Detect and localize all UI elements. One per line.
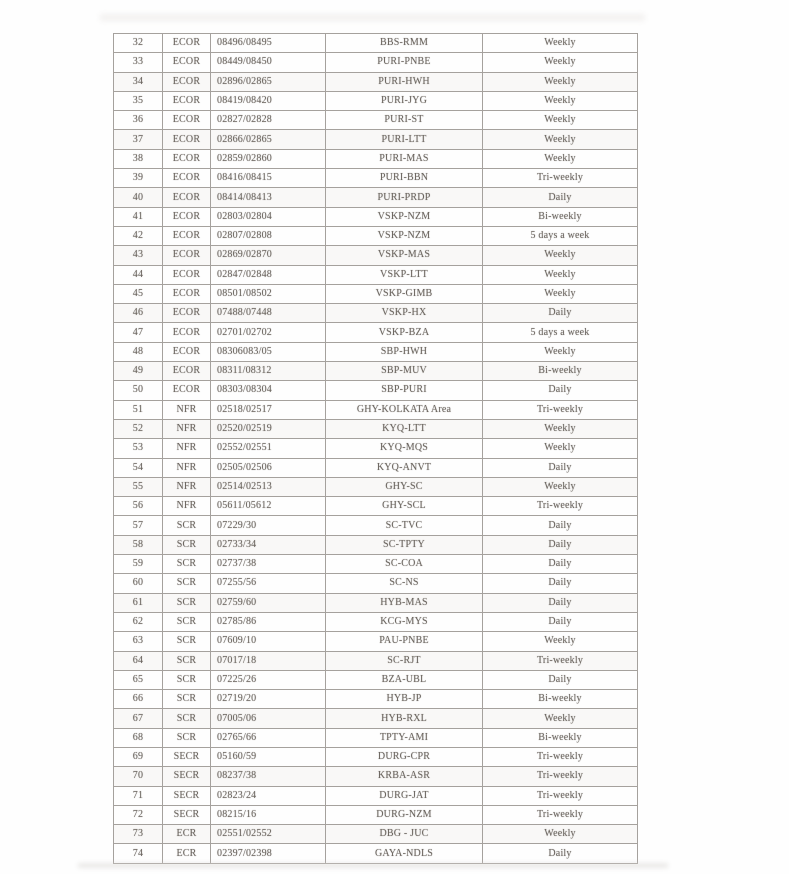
cell-zone: SCR — [163, 555, 211, 574]
cell-train-numbers: 02551/02552 — [211, 825, 326, 844]
table-row — [114, 111, 638, 130]
cell-zone: ECOR — [163, 188, 211, 207]
cell-frequency: Weekly — [483, 477, 638, 496]
table-row — [114, 651, 638, 670]
cell-zone: ECOR — [163, 149, 211, 168]
cell-route: KYQ-LTT — [326, 419, 483, 438]
cell-route: DURG-CPR — [326, 747, 483, 766]
cell-train-numbers: 02505/02506 — [211, 458, 326, 477]
table-row — [114, 670, 638, 689]
cell-frequency: Weekly — [483, 53, 638, 72]
cell-zone: NFR — [163, 497, 211, 516]
cell-route: TPTY-AMI — [326, 728, 483, 747]
cell-serial-no: 60 — [114, 574, 163, 593]
cell-frequency: Weekly — [483, 284, 638, 303]
cell-frequency: Weekly — [483, 632, 638, 651]
cell-route: SC-TPTY — [326, 535, 483, 554]
cell-zone: ECOR — [163, 53, 211, 72]
cell-serial-no: 74 — [114, 844, 163, 864]
cell-serial-no: 73 — [114, 825, 163, 844]
cell-route: VSKP-NZM — [326, 226, 483, 245]
cell-serial-no: 42 — [114, 226, 163, 245]
table-row — [114, 34, 638, 53]
cell-frequency: Daily — [483, 844, 638, 864]
cell-train-numbers: 02701/02702 — [211, 323, 326, 342]
cell-serial-no: 38 — [114, 149, 163, 168]
cell-train-numbers: 02520/02519 — [211, 419, 326, 438]
table-row — [114, 805, 638, 824]
cell-route: GHY-SCL — [326, 497, 483, 516]
cell-route: DURG-JAT — [326, 786, 483, 805]
cell-zone: ECOR — [163, 226, 211, 245]
table-row — [114, 53, 638, 72]
table-row — [114, 728, 638, 747]
cell-zone: SCR — [163, 535, 211, 554]
cell-train-numbers: 08414/08413 — [211, 188, 326, 207]
cell-train-numbers: 02719/20 — [211, 690, 326, 709]
cell-route: DURG-NZM — [326, 805, 483, 824]
cell-train-numbers: 02759/60 — [211, 593, 326, 612]
cell-frequency: Bi-weekly — [483, 207, 638, 226]
cell-route: GHY-KOLKATA Area — [326, 400, 483, 419]
cell-route: GHY-SC — [326, 477, 483, 496]
cell-route: SBP-HWH — [326, 342, 483, 361]
cell-serial-no: 68 — [114, 728, 163, 747]
table-row — [114, 265, 638, 284]
cell-train-numbers: 05611/05612 — [211, 497, 326, 516]
cell-zone: SCR — [163, 593, 211, 612]
cell-train-numbers: 07005/06 — [211, 709, 326, 728]
cell-train-numbers: 08306083/05 — [211, 342, 326, 361]
table-row — [114, 284, 638, 303]
cell-frequency: Weekly — [483, 709, 638, 728]
cell-serial-no: 48 — [114, 342, 163, 361]
cell-frequency: 5 days a week — [483, 323, 638, 342]
cell-train-numbers: 07609/10 — [211, 632, 326, 651]
cell-route: PAU-PNBE — [326, 632, 483, 651]
cell-frequency: Weekly — [483, 72, 638, 91]
cell-serial-no: 52 — [114, 419, 163, 438]
table-row — [114, 477, 638, 496]
cell-train-numbers: 02397/02398 — [211, 844, 326, 864]
cell-route: HYB-JP — [326, 690, 483, 709]
cell-zone: NFR — [163, 477, 211, 496]
cell-train-numbers: 07017/18 — [211, 651, 326, 670]
cell-frequency: Bi-weekly — [483, 690, 638, 709]
cell-route: VSKP-NZM — [326, 207, 483, 226]
table-row — [114, 844, 638, 864]
cell-serial-no: 70 — [114, 767, 163, 786]
table-row — [114, 169, 638, 188]
table-row — [114, 690, 638, 709]
cell-zone: ECOR — [163, 323, 211, 342]
cell-serial-no: 43 — [114, 246, 163, 265]
cell-frequency: Daily — [483, 593, 638, 612]
cell-train-numbers: 02827/02828 — [211, 111, 326, 130]
cell-route: PURI-ST — [326, 111, 483, 130]
cell-zone: SCR — [163, 516, 211, 535]
cell-zone: ECOR — [163, 111, 211, 130]
scan-artifact-top — [100, 14, 645, 21]
cell-serial-no: 59 — [114, 555, 163, 574]
cell-train-numbers: 02866/02865 — [211, 130, 326, 149]
cell-serial-no: 72 — [114, 805, 163, 824]
cell-serial-no: 33 — [114, 53, 163, 72]
table-row — [114, 555, 638, 574]
cell-zone: SECR — [163, 747, 211, 766]
cell-train-numbers: 02803/02804 — [211, 207, 326, 226]
table-row — [114, 130, 638, 149]
cell-route: SC-NS — [326, 574, 483, 593]
table-row — [114, 149, 638, 168]
cell-serial-no: 37 — [114, 130, 163, 149]
cell-frequency: Tri-weekly — [483, 805, 638, 824]
cell-frequency: Daily — [483, 188, 638, 207]
cell-train-numbers: 02552/02551 — [211, 439, 326, 458]
cell-zone: ECOR — [163, 265, 211, 284]
cell-zone: ECOR — [163, 130, 211, 149]
cell-train-numbers: 07225/26 — [211, 670, 326, 689]
table-row — [114, 747, 638, 766]
cell-zone: SECR — [163, 767, 211, 786]
cell-serial-no: 53 — [114, 439, 163, 458]
cell-route: VSKP-MAS — [326, 246, 483, 265]
cell-route: PURI-MAS — [326, 149, 483, 168]
cell-route: SBP-MUV — [326, 362, 483, 381]
cell-frequency: Daily — [483, 535, 638, 554]
table-row — [114, 304, 638, 323]
cell-zone: ECOR — [163, 246, 211, 265]
table-row — [114, 825, 638, 844]
table-row — [114, 709, 638, 728]
cell-route: VSKP-LTT — [326, 265, 483, 284]
table-row — [114, 188, 638, 207]
cell-route: PURI-LTT — [326, 130, 483, 149]
cell-zone: SCR — [163, 612, 211, 631]
cell-train-numbers: 02896/02865 — [211, 72, 326, 91]
cell-zone: ECOR — [163, 381, 211, 400]
cell-train-numbers: 08311/08312 — [211, 362, 326, 381]
cell-frequency: Weekly — [483, 91, 638, 110]
cell-train-numbers: 02785/86 — [211, 612, 326, 631]
cell-route: SC-RJT — [326, 651, 483, 670]
cell-train-numbers: 02847/02848 — [211, 265, 326, 284]
cell-frequency: Weekly — [483, 265, 638, 284]
cell-route: BZA-UBL — [326, 670, 483, 689]
cell-route: VSKP-BZA — [326, 323, 483, 342]
cell-serial-no: 67 — [114, 709, 163, 728]
cell-serial-no: 45 — [114, 284, 163, 303]
cell-serial-no: 71 — [114, 786, 163, 805]
cell-zone: ECOR — [163, 362, 211, 381]
table-row — [114, 207, 638, 226]
cell-zone: ECOR — [163, 91, 211, 110]
table-row — [114, 632, 638, 651]
cell-frequency: Weekly — [483, 825, 638, 844]
cell-frequency: Weekly — [483, 34, 638, 53]
table-row — [114, 497, 638, 516]
table-row — [114, 612, 638, 631]
table-row — [114, 593, 638, 612]
cell-serial-no: 63 — [114, 632, 163, 651]
cell-serial-no: 55 — [114, 477, 163, 496]
cell-frequency: Daily — [483, 516, 638, 535]
cell-serial-no: 51 — [114, 400, 163, 419]
table-row — [114, 419, 638, 438]
table-row — [114, 786, 638, 805]
cell-route: KCG-MYS — [326, 612, 483, 631]
cell-route: KRBA-ASR — [326, 767, 483, 786]
cell-train-numbers: 02869/02870 — [211, 246, 326, 265]
cell-route: KYQ-ANVT — [326, 458, 483, 477]
cell-frequency: Daily — [483, 458, 638, 477]
cell-frequency: Daily — [483, 612, 638, 631]
cell-zone: NFR — [163, 439, 211, 458]
cell-frequency: Weekly — [483, 342, 638, 361]
cell-train-numbers: 08303/08304 — [211, 381, 326, 400]
cell-serial-no: 40 — [114, 188, 163, 207]
table-row — [114, 400, 638, 419]
cell-train-numbers: 02518/02517 — [211, 400, 326, 419]
cell-zone: NFR — [163, 400, 211, 419]
cell-serial-no: 50 — [114, 381, 163, 400]
cell-train-numbers: 02733/34 — [211, 535, 326, 554]
cell-zone: NFR — [163, 419, 211, 438]
cell-route: VSKP-HX — [326, 304, 483, 323]
cell-serial-no: 32 — [114, 34, 163, 53]
cell-route: KYQ-MQS — [326, 439, 483, 458]
cell-serial-no: 41 — [114, 207, 163, 226]
cell-frequency: Weekly — [483, 149, 638, 168]
cell-train-numbers: 05160/59 — [211, 747, 326, 766]
cell-train-numbers: 02765/66 — [211, 728, 326, 747]
cell-train-numbers: 02737/38 — [211, 555, 326, 574]
table-row — [114, 458, 638, 477]
cell-train-numbers: 02859/02860 — [211, 149, 326, 168]
cell-serial-no: 39 — [114, 169, 163, 188]
cell-train-numbers: 02823/24 — [211, 786, 326, 805]
cell-serial-no: 36 — [114, 111, 163, 130]
cell-frequency: Tri-weekly — [483, 497, 638, 516]
cell-frequency: Daily — [483, 304, 638, 323]
table-row — [114, 439, 638, 458]
cell-frequency: 5 days a week — [483, 226, 638, 245]
cell-serial-no: 57 — [114, 516, 163, 535]
cell-frequency: Tri-weekly — [483, 786, 638, 805]
table-row — [114, 246, 638, 265]
cell-serial-no: 58 — [114, 535, 163, 554]
cell-route: DBG - JUC — [326, 825, 483, 844]
cell-route: SC-COA — [326, 555, 483, 574]
cell-zone: SCR — [163, 574, 211, 593]
cell-train-numbers: 08419/08420 — [211, 91, 326, 110]
cell-route: PURI-HWH — [326, 72, 483, 91]
cell-route: SBP-PURI — [326, 381, 483, 400]
cell-serial-no: 62 — [114, 612, 163, 631]
cell-train-numbers: 08501/08502 — [211, 284, 326, 303]
cell-route: PURI-JYG — [326, 91, 483, 110]
cell-train-numbers: 07488/07448 — [211, 304, 326, 323]
table-row — [114, 381, 638, 400]
table-row — [114, 91, 638, 110]
cell-serial-no: 64 — [114, 651, 163, 670]
table-row — [114, 516, 638, 535]
cell-frequency: Tri-weekly — [483, 651, 638, 670]
cell-frequency: Tri-weekly — [483, 747, 638, 766]
cell-zone: SCR — [163, 690, 211, 709]
cell-route: PURI-BBN — [326, 169, 483, 188]
cell-zone: SCR — [163, 709, 211, 728]
cell-zone: SECR — [163, 805, 211, 824]
cell-zone: ECOR — [163, 304, 211, 323]
cell-serial-no: 66 — [114, 690, 163, 709]
cell-serial-no: 46 — [114, 304, 163, 323]
table-row — [114, 342, 638, 361]
cell-route: BBS-RMM — [326, 34, 483, 53]
cell-frequency: Tri-weekly — [483, 169, 638, 188]
table-row — [114, 323, 638, 342]
cell-train-numbers: 07255/56 — [211, 574, 326, 593]
cell-serial-no: 44 — [114, 265, 163, 284]
cell-route: HYB-MAS — [326, 593, 483, 612]
cell-frequency: Tri-weekly — [483, 400, 638, 419]
cell-zone: ECOR — [163, 284, 211, 303]
table-row — [114, 226, 638, 245]
cell-zone: SCR — [163, 632, 211, 651]
cell-route: VSKP-GIMB — [326, 284, 483, 303]
cell-zone: NFR — [163, 458, 211, 477]
cell-zone: SCR — [163, 670, 211, 689]
cell-frequency: Daily — [483, 381, 638, 400]
scan-artifact-bottom — [78, 863, 668, 868]
cell-frequency: Daily — [483, 574, 638, 593]
special-trains-table — [113, 33, 638, 864]
cell-zone: ECOR — [163, 34, 211, 53]
cell-train-numbers: 08449/08450 — [211, 53, 326, 72]
cell-frequency: Daily — [483, 670, 638, 689]
cell-route: PURI-PNBE — [326, 53, 483, 72]
cell-route: GAYA-NDLS — [326, 844, 483, 864]
cell-serial-no: 34 — [114, 72, 163, 91]
cell-zone: SCR — [163, 728, 211, 747]
cell-frequency: Bi-weekly — [483, 728, 638, 747]
cell-zone: ECR — [163, 825, 211, 844]
cell-route: HYB-RXL — [326, 709, 483, 728]
cell-train-numbers: 08416/08415 — [211, 169, 326, 188]
cell-zone: SECR — [163, 786, 211, 805]
cell-serial-no: 69 — [114, 747, 163, 766]
cell-zone: ECOR — [163, 72, 211, 91]
table-row — [114, 362, 638, 381]
table-row — [114, 535, 638, 554]
cell-train-numbers: 08237/38 — [211, 767, 326, 786]
cell-zone: ECOR — [163, 207, 211, 226]
cell-frequency: Weekly — [483, 419, 638, 438]
cell-serial-no: 54 — [114, 458, 163, 477]
cell-serial-no: 49 — [114, 362, 163, 381]
cell-frequency: Tri-weekly — [483, 767, 638, 786]
table-row — [114, 767, 638, 786]
cell-zone: ECOR — [163, 342, 211, 361]
cell-zone: ECOR — [163, 169, 211, 188]
cell-frequency: Weekly — [483, 111, 638, 130]
table-row — [114, 574, 638, 593]
cell-train-numbers: 08496/08495 — [211, 34, 326, 53]
cell-route: SC-TVC — [326, 516, 483, 535]
cell-serial-no: 47 — [114, 323, 163, 342]
cell-zone: ECR — [163, 844, 211, 864]
cell-frequency: Weekly — [483, 246, 638, 265]
cell-serial-no: 61 — [114, 593, 163, 612]
cell-serial-no: 35 — [114, 91, 163, 110]
cell-train-numbers: 02807/02808 — [211, 226, 326, 245]
cell-serial-no: 65 — [114, 670, 163, 689]
cell-frequency: Daily — [483, 555, 638, 574]
cell-frequency: Weekly — [483, 439, 638, 458]
cell-zone: SCR — [163, 651, 211, 670]
table-row — [114, 72, 638, 91]
cell-serial-no: 56 — [114, 497, 163, 516]
cell-route: PURI-PRDP — [326, 188, 483, 207]
cell-train-numbers: 08215/16 — [211, 805, 326, 824]
cell-train-numbers: 02514/02513 — [211, 477, 326, 496]
cell-train-numbers: 07229/30 — [211, 516, 326, 535]
cell-frequency: Bi-weekly — [483, 362, 638, 381]
cell-frequency: Weekly — [483, 130, 638, 149]
